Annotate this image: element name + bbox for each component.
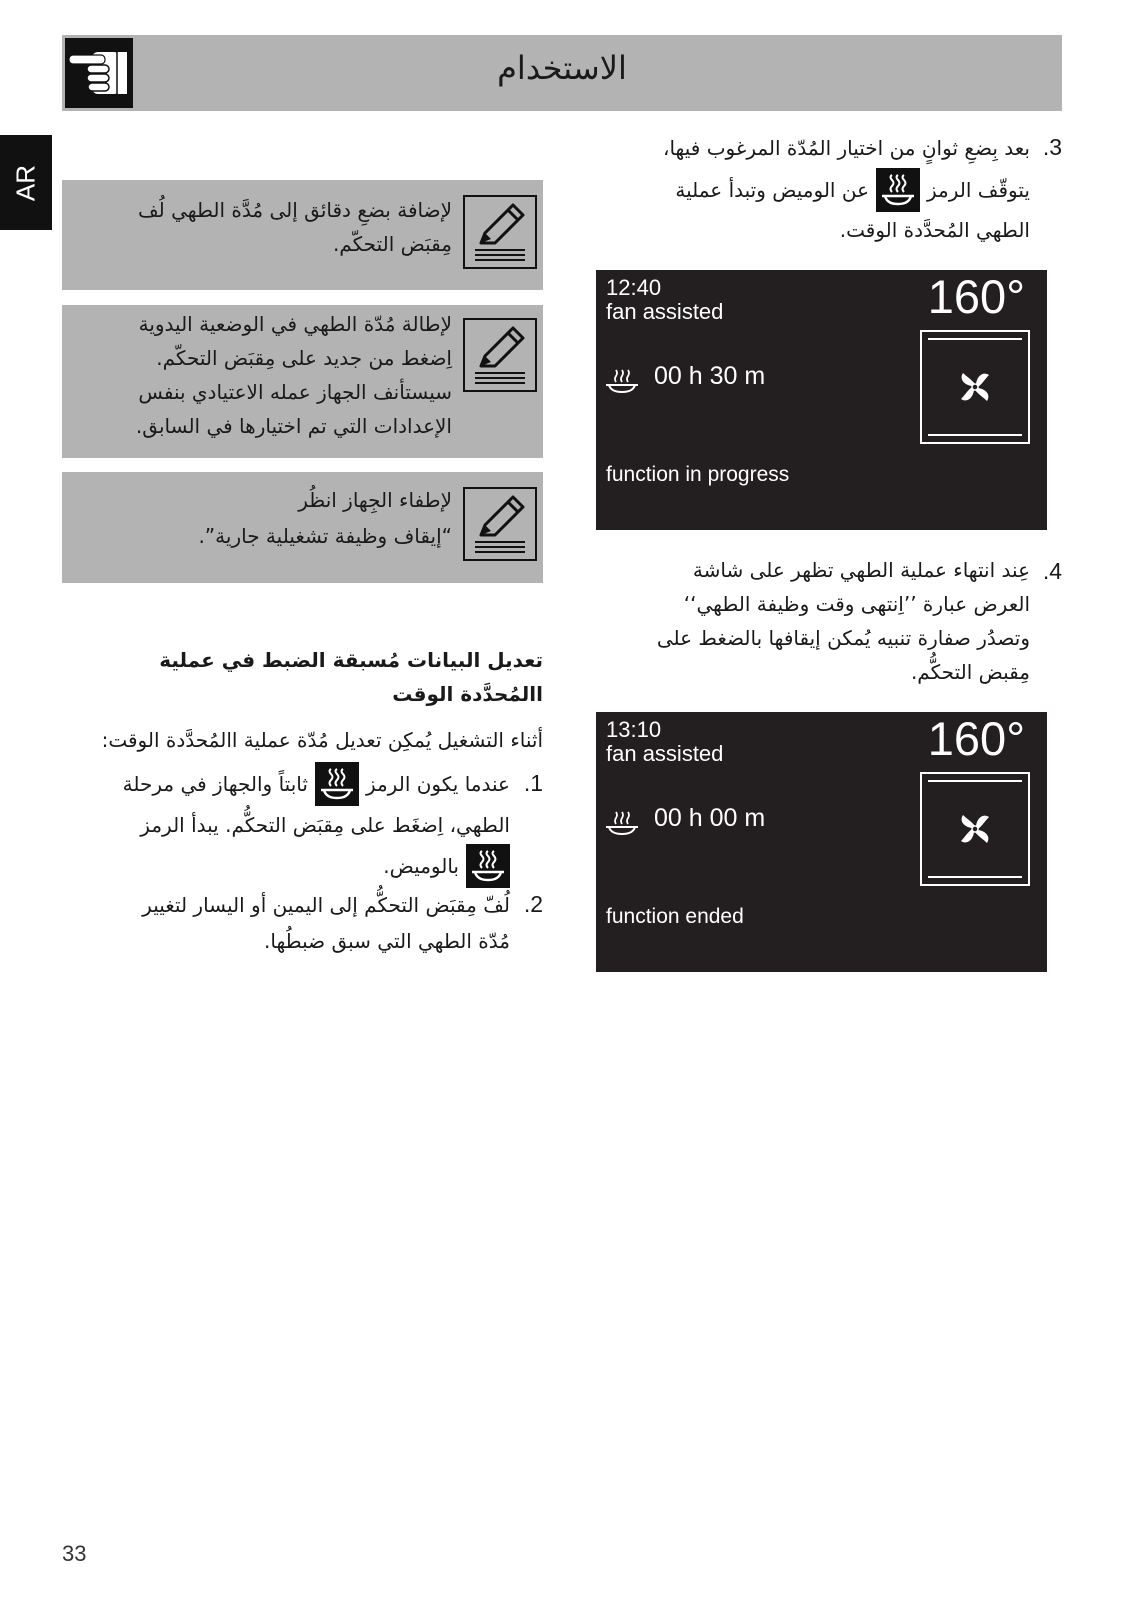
timer-cooking-icon [315,762,359,806]
note-text [198,482,452,554]
step-number: 3. [1042,134,1062,160]
fan-icon [955,367,995,407]
step-1-line [123,844,510,888]
timer-cooking-icon [876,168,920,212]
pencil-icon [463,318,537,392]
step-3-line: بعد بِضعِ ثوانٍ من اختيار المُدّة المرغوب فيها، [662,136,1030,160]
step-3-line [663,168,1030,212]
heading-line: االمُحدَّدة الوقت [392,682,543,706]
note-line: الإعدادات التي تم اختيارها في السابق. [135,414,452,438]
note-text [138,193,452,261]
step-4-line: عِند انتهاء عملية الطهي تظهر على شاشة [692,558,1030,582]
step-1-line [123,762,510,806]
display-status: function ended [606,905,744,928]
heading-line: تعديل البيانات مُسبقة الضبط في عملية [159,648,543,672]
step-1-text-part: عندما يكون الرمز [365,772,510,796]
step-1-line: الطهي، اِضغَط على مِقبَض التحكُّم. يبدأ الرمز [140,813,510,837]
display-status: function in progress [606,463,790,486]
display-clock: 13:10 [606,717,662,742]
step-3-text-part: يتوقّف الرمز [927,178,1030,202]
step-2-line: مُدّة الطهي التي سبق ضبطُها. [264,929,510,953]
note-line: اِضغط من جديد على مِقبَض التحكّم. [156,346,452,370]
note-line: لإضافة بضعِ دقائق إلى مُدَّة الطهي لُف [137,198,452,222]
divider [928,780,1022,782]
step-number: 4. [1042,558,1062,584]
note-box [62,305,543,458]
step-4-text [657,553,1030,689]
oven-display [596,270,1047,530]
timer-cooking-icon [604,805,640,837]
display-temperature: 160° [927,270,1025,323]
note-box [62,180,543,290]
oven-display [596,712,1047,972]
note-text [136,307,452,443]
timer-cooking-icon [466,844,510,888]
display-temperature: 160° [927,712,1025,765]
note-line: لإطفاء الجِهاز انظُر [298,488,452,512]
display-clock: 12:40 [606,275,662,300]
pencil-icon [463,487,537,561]
language-tab [0,135,52,230]
note-line: لإطالة مُدّة الطهي في الوضعية اليدوية [138,312,452,336]
display-mode: fan assisted [606,299,724,324]
step-3-text [663,128,1030,248]
page-title: الاستخدام [497,49,627,87]
note-line: مِقبَض التحكّم. [332,232,452,256]
step-1-text-part: ثابتاً والجهاز في مرحلة [122,772,308,796]
section-intro: أثناء التشغيل يُمكِن تعديل مُدّة عملية االمُحدَّدة الوقت: [101,728,543,752]
page-number: 33 [62,1541,87,1566]
step-4-line: العرض عبارة ’’اِنتهى وقت وظيفة الطهي‘‘ [683,592,1030,616]
timer-cooking-icon [604,363,640,395]
divider [928,876,1022,878]
display-mode: fan assisted [606,741,724,766]
step-1-text-part: بالوميض. [383,854,459,878]
oven-function-box [920,330,1030,444]
step-2-line: لُفّ مِقبَض التحكُّم إلى اليمين أو اليسار لتغيير [142,893,510,917]
note-box [62,472,543,583]
step-2-text [142,887,510,959]
divider [928,434,1022,436]
divider [928,338,1022,340]
language-tab-label: AR [10,164,41,201]
display-duration: 00 h 00 m [654,804,766,832]
step-4-line: مِقبض التحكُّم. [910,660,1030,684]
section-heading [159,643,543,711]
step-3-line: الطهي المُحدَّدة الوقت. [839,218,1030,242]
step-number: 1. [523,770,543,796]
step-4-line: وتصدُر صفارة تنبيه يُمكن إيقافها بالضغط على [656,626,1030,650]
step-1-text [123,762,510,888]
pencil-icon [463,195,537,269]
oven-function-box [920,772,1030,886]
note-line: سيستأنف الجهاز عمله الاعتيادي بنفس [138,380,452,404]
step-number: 2. [523,891,543,917]
section-header [62,35,1062,111]
note-line: “إيقاف وظيفة تشغيلية جارية”. [198,524,452,548]
step-3-text-part: عن الوميض وتبدأ عملية [675,178,869,202]
display-duration: 00 h 30 m [654,362,766,390]
fan-icon [955,809,995,849]
